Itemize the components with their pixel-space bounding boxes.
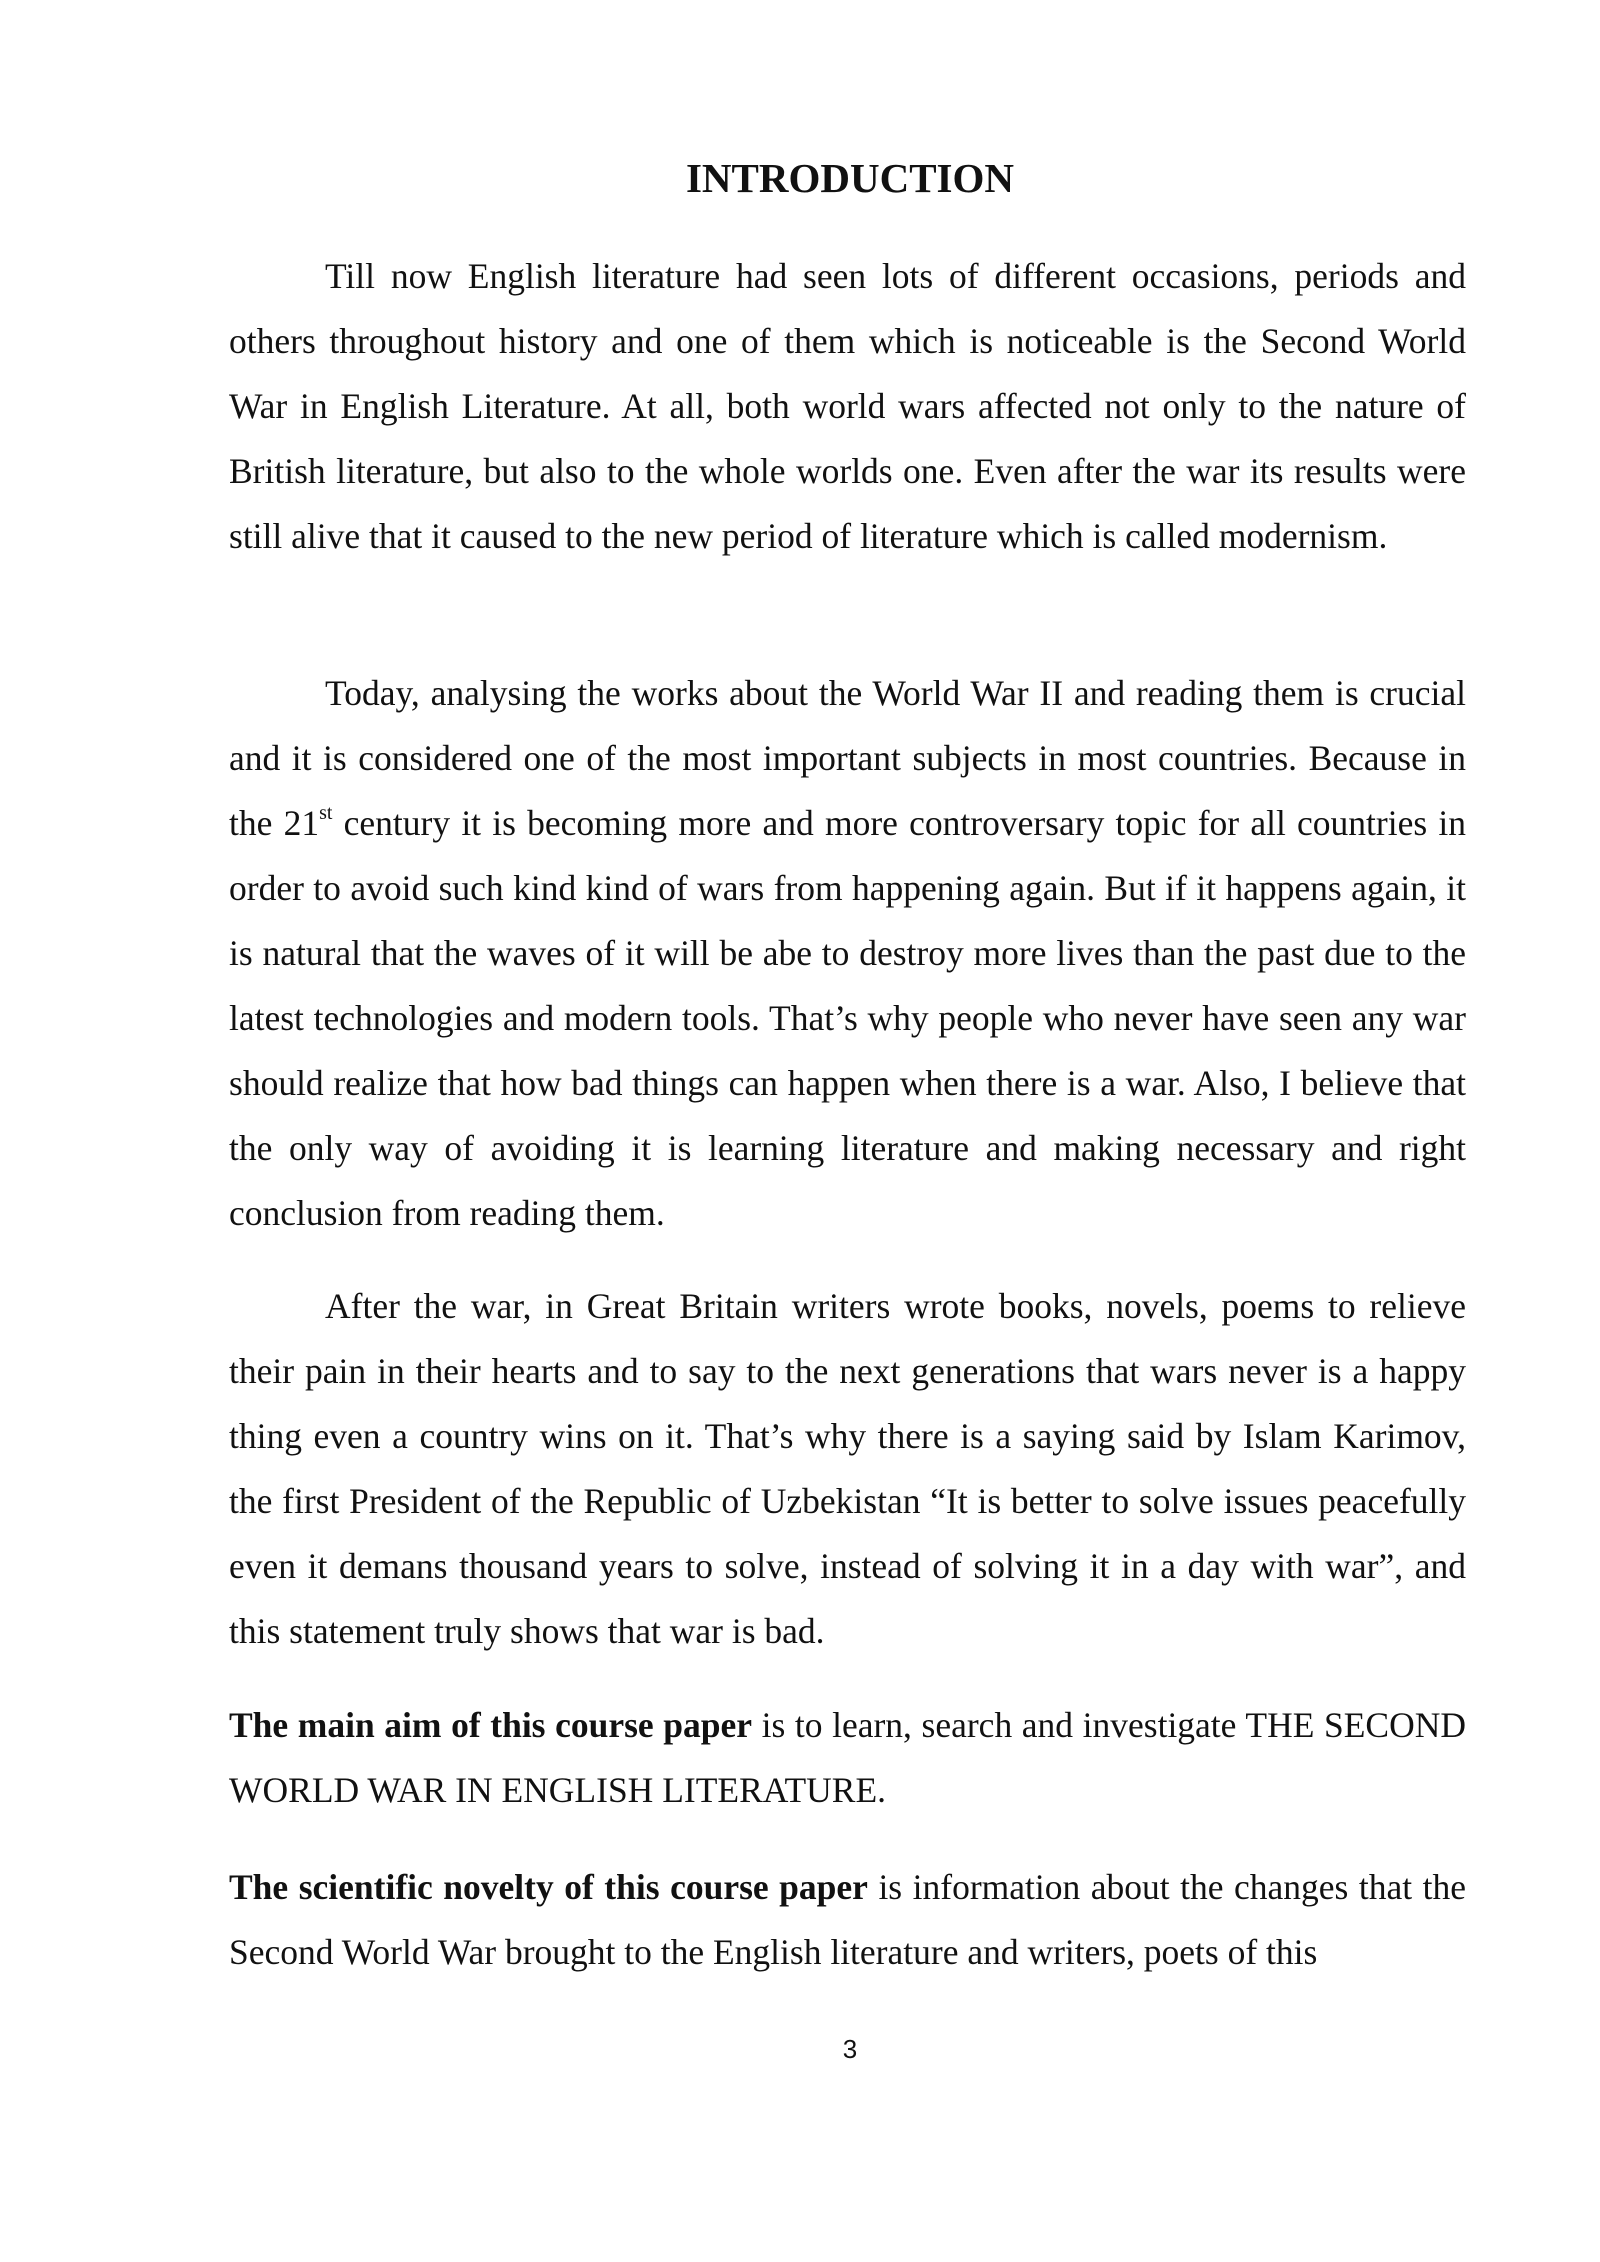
paragraph-today [229,661,1466,1246]
paragraph-today-text-1: Today, analysing the works about the World War II and reading them is crucial and it is considered one of the most important subjects in most countries. Because in the 21 [229,673,1466,843]
page-number: 3 [842,2034,858,2064]
paragraph-intro: Till now English literature had seen lots of different occasions, periods and others throughout history and one of them which is noticeable is the Second World War in English Literature. At all, both world wars affected not only to the nature of British literature, but also to the whole worlds one. Even after the war its results were still alive that it caused to the new period of literature which is called modernism. [229,256,1466,556]
main-aim-label: The main aim of this course paper [229,1705,753,1745]
paragraph-main-aim [229,1693,1466,1823]
main-aim-text: is to learn, search and investigate THE SECOND WORLD WAR IN ENGLISH LITERATURE. [229,1705,1467,1810]
paragraph-after-war: After the war, in Great Britain writers wrote books, novels, poems to relieve their pain in their hearts and to say to the next generations that wars never is a happy thing even a country wins on it. That’s why there is a saying said by Islam Karimov, the first President of the Republic of Uzbekistan “It is better to solve issues peacefully even it demans thousand years to solve, instead of solving it in a day with war”, and this statement truly shows that war is bad. [229,1286,1466,1651]
scientific-novelty-text: is information about the changes that the Second World War brought to the English literature and writers, poets of this [229,1867,1466,1972]
paragraph-scientific-novelty [229,1855,1466,1985]
page-title: INTRODUCTION [685,155,1015,201]
scientific-novelty-label: The scientific novelty of this course paper [229,1867,868,1907]
paragraph-today-text-2: century it is becoming more and more controversary topic for all countries in order to avoid such kind kind of wars from happening again. But if it happens again, it is natural that the waves of it will be abe to destroy more lives than the past due to the latest technologies and modern tools. That’s why people who never have seen any war should realize that how bad things can happen when there is a war. Also, I believe that the only way of avoiding it is learning literature and making necessary and right conclusion from reading them. [229,803,1466,1233]
ordinal-superscript: st [319,802,333,824]
